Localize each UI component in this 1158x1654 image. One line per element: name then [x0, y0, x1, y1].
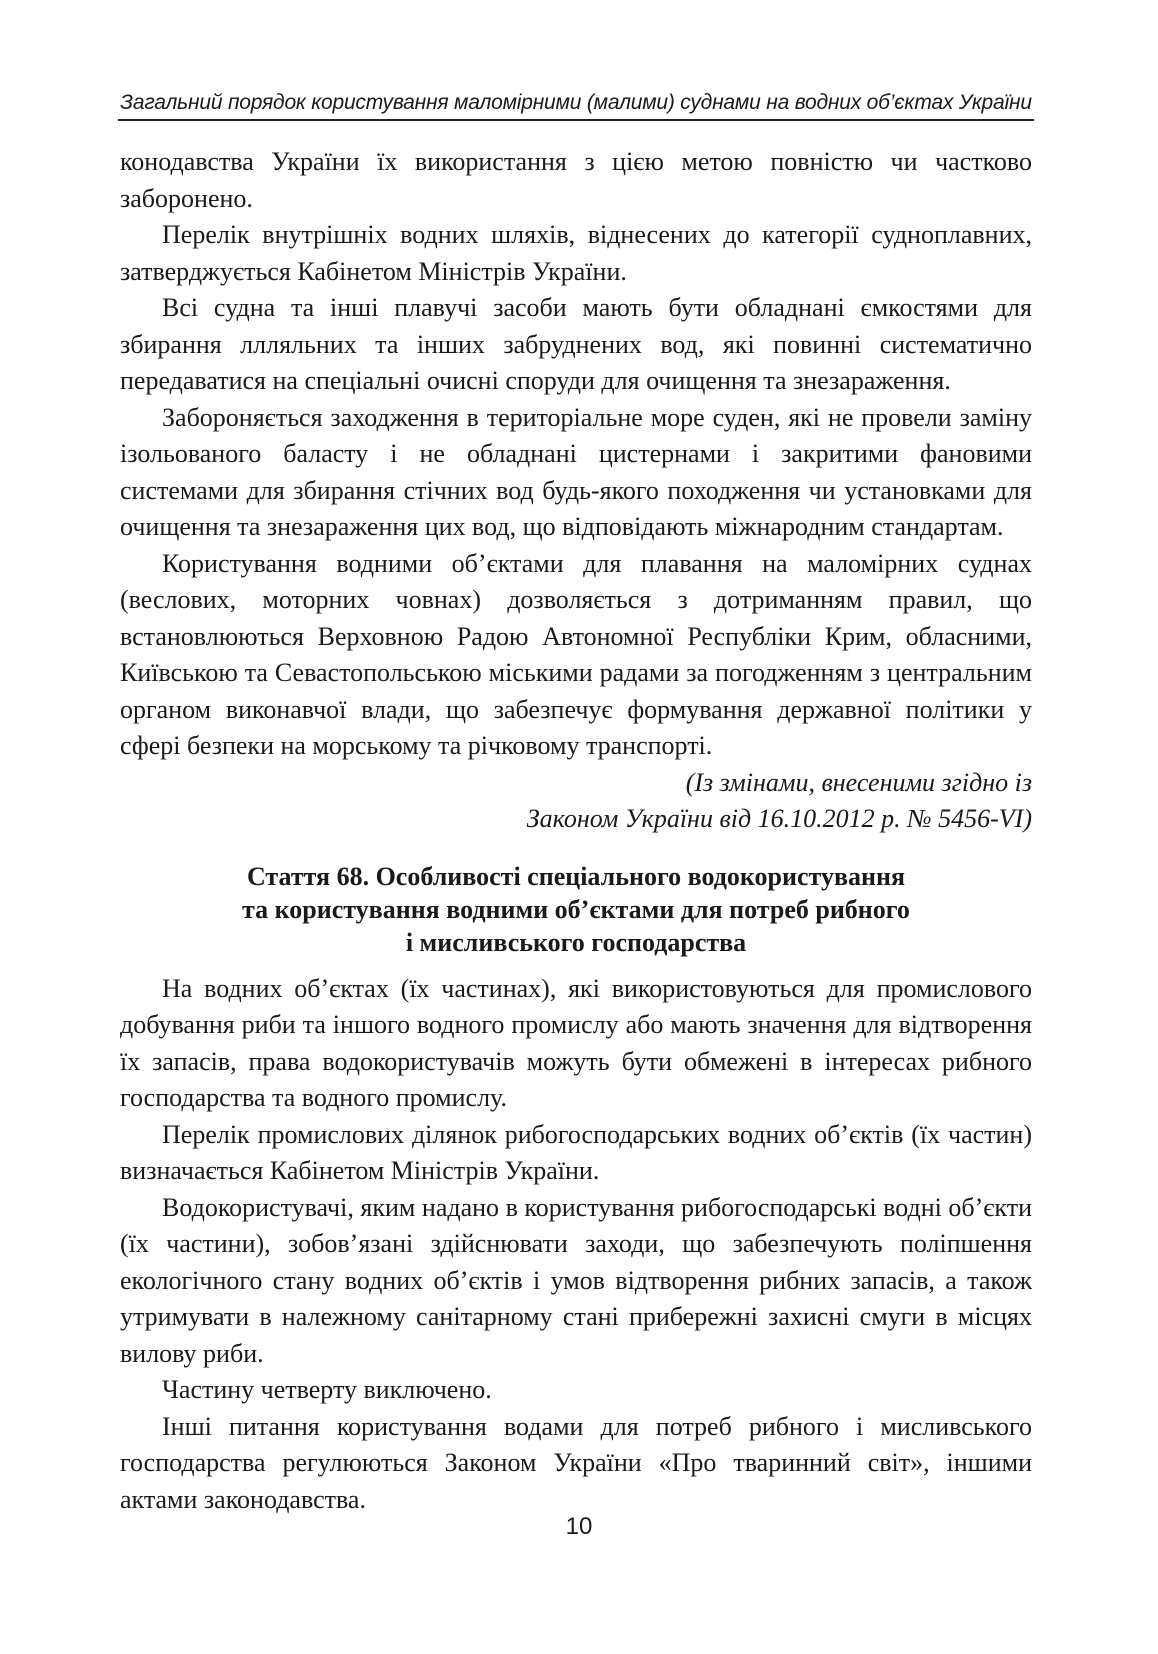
paragraph: Інші питання користування водами для потреб рибного і мисливського господарства регулюються Законом України «Про тваринний світ», іншими актами законодавства. [120, 1411, 1032, 1514]
paragraph: Користування водними об’єктами для плавання на маломірних суднах (веслових, моторних човнах) дозволяється з дотриманням правил, що встановлюються Верховною Радою Автономної Республіки Крим, обласними, Київською та Севастопольською міськими радами за погодженням з центральним органом виконавчої влади, що забезпечує формування державної політики у сфері безпеки на морському та річковому транспорті. [120, 548, 1032, 760]
amendment-line-2: Законом України від 16.10.2012 р. № 5456-VI) [526, 804, 1032, 833]
paragraph: Водокористувачі, яким надано в користування рибогосподарські водні об’єкти (їх частини), зобов’язані здійснювати заходи, що забезпечують поліпшення екологічного стану водних об’єктів і умов відтворення рибних запасів, а також утримувати в належному санітарному стані прибережні захисні смуги в місцях вилову риби. [120, 1192, 1032, 1368]
paragraph: На водних об’єктах (їх частинах), які використовуються для промислового добування риби та іншого водного промислу або мають значення для відтворення їх запасів, права водокористувачів можуть бути обмежені в інтересах рибного господарства та водного промислу. [120, 973, 1032, 1112]
page-number: 10 [565, 1513, 593, 1540]
paragraph: Перелік внутрішніх водних шляхів, віднесених до категорії судноплавних, затверджується Кабінетом Міністрів України. [120, 220, 1032, 286]
article-heading: Стаття 68. Особливості спеціального водокористування та користування водними об’єктами для потреб рибного і мисливського господарства [242, 861, 910, 957]
paragraph: Частину четверту виключено. [162, 1375, 492, 1404]
amendment-line-1: (Із змінами, внесеними згідно із [685, 767, 1032, 797]
paragraph: Всі судна та інші плавучі засоби мають бути обладнані ємкостями для збирання ллляльних та інших забруднених вод, які повинні систематично передаватися на спеціальні очисні споруди для очищення та знезараження. [120, 293, 1032, 395]
amendment-note [120, 765, 1032, 838]
paragraph: конодавства України їх використання з цією метою повністю чи частково заборонено. [120, 147, 1032, 213]
running-header: Загальний порядок користування маломірними (малими) суднами на водних об’єктах України [120, 91, 1032, 114]
paragraph: Перелік промислових ділянок рибогосподарських водних об’єктів (їх частин) визначається Кабінетом Міністрів України. [120, 1119, 1032, 1185]
body-text [120, 144, 1032, 1518]
paragraph: Забороняється заходження в територіальне море суден, які не провели заміну ізольованого баласту і не обладнані цистернами і закритими фановими системами для збирання стічних вод будь-якого походження чи установками для очищення та знезараження цих вод, що відповідають міжнародним стандартам. [120, 402, 1032, 541]
header-rule [118, 119, 1034, 121]
